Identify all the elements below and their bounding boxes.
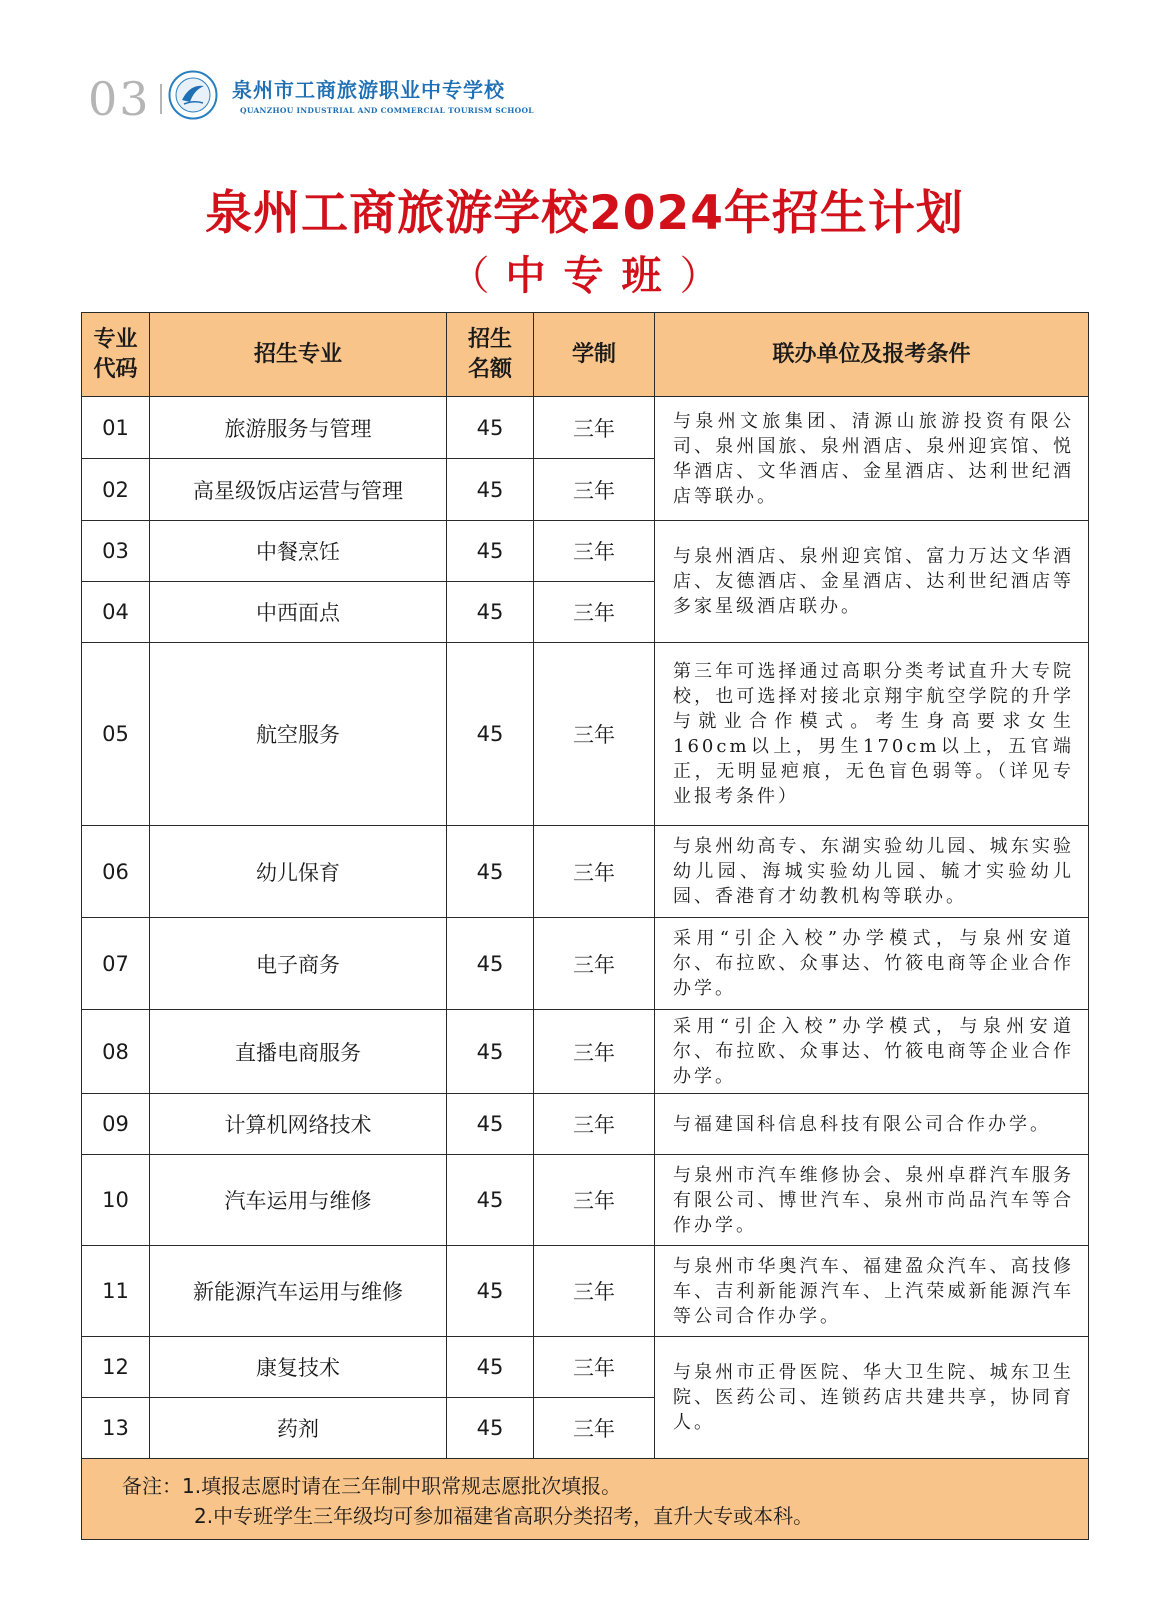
- cell-code: 03: [82, 521, 150, 582]
- remarks-row: [82, 1459, 1089, 1540]
- subtitle-open-paren: （: [449, 253, 490, 299]
- col-header-duration: 学制: [534, 313, 655, 397]
- cell-quota: 45: [447, 1246, 534, 1337]
- cell-duration: 三年: [534, 1094, 655, 1155]
- remark-line-1: 备注：1.填报志愿时请在三年制中职常规志愿批次填报。: [122, 1474, 622, 1498]
- table-row: [82, 1094, 1089, 1155]
- cell-code: 08: [82, 1010, 150, 1094]
- cell-quota: 45: [447, 643, 534, 826]
- remarks-cell: [82, 1459, 1089, 1540]
- cell-partner: 与泉州市正骨医院、华大卫生院、城东卫生院、医药公司、连锁药店共建共享，协同育人。: [655, 1337, 1089, 1459]
- cell-quota: 45: [447, 582, 534, 643]
- cell-duration: 三年: [534, 459, 655, 521]
- cell-major: 高星级饭店运营与管理: [150, 459, 447, 521]
- page-number: 03: [88, 72, 151, 126]
- table-row: [82, 521, 1089, 582]
- cell-code: 05: [82, 643, 150, 826]
- cell-major: 电子商务: [150, 918, 447, 1010]
- cell-major: 汽车运用与维修: [150, 1155, 447, 1246]
- school-name-cn: 泉州市工商旅游职业中专学校: [232, 78, 505, 102]
- cell-quota: 45: [447, 1155, 534, 1246]
- cell-major: 幼儿保育: [150, 826, 447, 918]
- table-row: [82, 1010, 1089, 1094]
- col-header-code: 专业代码: [82, 313, 150, 397]
- table-row: [82, 1337, 1089, 1398]
- cell-code: 11: [82, 1246, 150, 1337]
- remark-line-2: 2.中专班学生三年级均可参加福建省高职分类招考，直升大专或本科。: [194, 1504, 814, 1528]
- col-header-quota: 招生名额: [447, 313, 534, 397]
- cell-partner: 与泉州文旅集团、清源山旅游投资有限公司、泉州国旅、泉州酒店、泉州迎宾馆、悦华酒店、文华酒店、金星酒店、达利世纪酒店等联办。: [655, 397, 1089, 521]
- table-header-row: [82, 313, 1089, 397]
- cell-duration: 三年: [534, 643, 655, 826]
- cell-quota: 45: [447, 826, 534, 918]
- cell-partner: 采用“引企入校”办学模式，与泉州安道尔、布拉欧、众事达、竹筱电商等企业合作办学。: [655, 1010, 1089, 1094]
- subtitle-text: 中专班: [505, 252, 680, 299]
- cell-code: 10: [82, 1155, 150, 1246]
- header-divider: [160, 84, 162, 114]
- cell-major: 中西面点: [150, 582, 447, 643]
- table-row: [82, 397, 1089, 459]
- cell-duration: 三年: [534, 1398, 655, 1459]
- page-subtitle: [0, 244, 1169, 301]
- cell-code: 06: [82, 826, 150, 918]
- cell-quota: 45: [447, 1337, 534, 1398]
- col-header-partner: 联办单位及报考条件: [655, 313, 1089, 397]
- cell-code: 12: [82, 1337, 150, 1398]
- cell-duration: 三年: [534, 1246, 655, 1337]
- cell-partner: 第三年可选择通过高职分类考试直升大专院校，也可选择对接北京翔宇航空学院的升学与就业合作模式。考生身高要求女生160cm以上，男生170cm以上，五官端正，无明显疤痕，无色盲色弱等。（详见专业报考条件）: [655, 643, 1089, 826]
- cell-major: 航空服务: [150, 643, 447, 826]
- cell-major: 计算机网络技术: [150, 1094, 447, 1155]
- table-row: [82, 643, 1089, 826]
- cell-duration: 三年: [534, 918, 655, 1010]
- cell-partner: 与福建国科信息科技有限公司合作办学。: [655, 1094, 1089, 1155]
- cell-quota: 45: [447, 1094, 534, 1155]
- cell-major: 旅游服务与管理: [150, 397, 447, 459]
- cell-code: 01: [82, 397, 150, 459]
- cell-major: 康复技术: [150, 1337, 447, 1398]
- cell-major: 中餐烹饪: [150, 521, 447, 582]
- cell-partner: 与泉州幼高专、东湖实验幼儿园、城东实验幼儿园、海城实验幼儿园、毓才实验幼儿园、香港育才幼教机构等联办。: [655, 826, 1089, 918]
- enrollment-table: [81, 312, 1089, 1540]
- table-row: [82, 918, 1089, 1010]
- cell-code: 04: [82, 582, 150, 643]
- cell-partner: 与泉州酒店、泉州迎宾馆、富力万达文华酒店、友德酒店、金星酒店、达利世纪酒店等多家星级酒店联办。: [655, 521, 1089, 643]
- cell-quota: 45: [447, 459, 534, 521]
- cell-duration: 三年: [534, 397, 655, 459]
- cell-code: 02: [82, 459, 150, 521]
- cell-code: 07: [82, 918, 150, 1010]
- table-row: [82, 1246, 1089, 1337]
- cell-major: 新能源汽车运用与维修: [150, 1246, 447, 1337]
- cell-duration: 三年: [534, 521, 655, 582]
- col-header-major: 招生专业: [150, 313, 447, 397]
- cell-duration: 三年: [534, 1155, 655, 1246]
- cell-partner: 与泉州市华奥汽车、福建盈众汽车、高技修车、吉利新能源汽车、上汽荣威新能源汽车等公司合作办学。: [655, 1246, 1089, 1337]
- page-title: 泉州工商旅游学校2024年招生计划: [205, 186, 964, 241]
- cell-code: 09: [82, 1094, 150, 1155]
- school-name-en: QUANZHOU INDUSTRIAL AND COMMERCIAL TOURISM SCHOOL: [240, 106, 534, 115]
- cell-major: 直播电商服务: [150, 1010, 447, 1094]
- table-row: [82, 1155, 1089, 1246]
- cell-quota: 45: [447, 1398, 534, 1459]
- cell-duration: 三年: [534, 1337, 655, 1398]
- school-logo-icon: [168, 70, 218, 120]
- table-row: [82, 826, 1089, 918]
- cell-major: 药剂: [150, 1398, 447, 1459]
- cell-partner: 与泉州市汽车维修协会、泉州卓群汽车服务有限公司、博世汽车、泉州市尚品汽车等合作办学。: [655, 1155, 1089, 1246]
- cell-quota: 45: [447, 1010, 534, 1094]
- cell-duration: 三年: [534, 1010, 655, 1094]
- cell-duration: 三年: [534, 826, 655, 918]
- cell-quota: 45: [447, 918, 534, 1010]
- subtitle-close-paren: ）: [679, 253, 720, 299]
- cell-partner: 采用“引企入校”办学模式，与泉州安道尔、布拉欧、众事达、竹筱电商等企业合作办学。: [655, 918, 1089, 1010]
- cell-quota: 45: [447, 397, 534, 459]
- cell-quota: 45: [447, 521, 534, 582]
- cell-duration: 三年: [534, 582, 655, 643]
- cell-code: 13: [82, 1398, 150, 1459]
